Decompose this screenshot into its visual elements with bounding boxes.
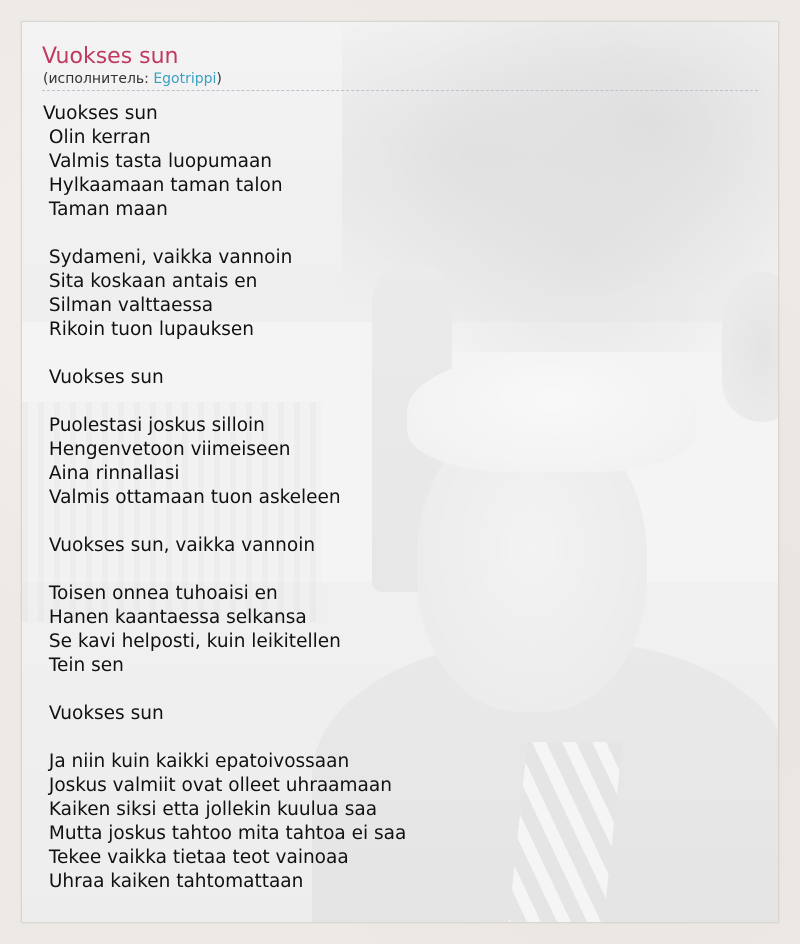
lyric-line: Valmis tasta luopumaan — [43, 151, 273, 172]
lyric-line: Vuokses sun — [43, 367, 164, 388]
lyric-line: Vuokses sun — [43, 703, 164, 724]
lyric-line — [43, 390, 743, 414]
lyric-line: Se kavi helposti, kuin leikitellen — [43, 631, 341, 652]
lyric-line: Vuokses sun — [43, 103, 158, 124]
lyric-line: Silman valttaessa — [43, 295, 214, 316]
lyrics-card — [21, 21, 779, 923]
lyric-line: Hylkaamaan taman talon — [43, 175, 283, 196]
lyric-line: Vuokses sun, vaikka vannoin — [43, 535, 316, 556]
lyric-line: Kaiken siksi etta jollekin kuulua saa — [43, 799, 378, 820]
artist-byline — [43, 71, 222, 87]
lyric-line — [43, 222, 743, 246]
dashed-divider — [42, 90, 758, 91]
lyric-line — [43, 558, 743, 582]
byline-suffix: ) — [216, 71, 222, 87]
song-title: Vuokses sun — [42, 44, 179, 69]
lyric-line: Rikoin tuon lupauksen — [43, 319, 255, 340]
lyric-line — [43, 726, 743, 750]
lyric-line: Tein sen — [43, 655, 124, 676]
lyric-line — [43, 342, 743, 366]
lyric-line: Sydameni, vaikka vannoin — [43, 247, 293, 268]
lyric-line: Sita koskaan antais en — [43, 271, 258, 292]
lyric-line: Valmis ottamaan tuon askeleen — [43, 487, 341, 508]
byline-prefix: (исполнитель: — [43, 71, 154, 87]
lyric-line: Toisen onnea tuhoaisi en — [43, 583, 278, 604]
lyric-line: Olin kerran — [43, 127, 151, 148]
lyric-line: Mutta joskus tahtoo mita tahtoa ei saa — [43, 823, 407, 844]
lyrics-text — [43, 102, 743, 894]
lyric-line — [43, 678, 743, 702]
lyric-line: Uhraa kaiken tahtomattaan — [43, 871, 304, 892]
lyric-line: Hanen kaantaessa selkansa — [43, 607, 307, 628]
lyric-line: Hengenvetoon viimeiseen — [43, 439, 291, 460]
lyric-line: Ja niin kuin kaikki epatoivossaan — [43, 751, 350, 772]
lyric-line: Puolestasi joskus silloin — [43, 415, 265, 436]
artist-link[interactable]: Egotrippi — [153, 71, 217, 87]
lyric-line: Aina rinnallasi — [43, 463, 180, 484]
lyric-line: Tekee vaikka tietaa teot vainoaa — [43, 847, 349, 868]
lyric-line: Joskus valmiit ovat olleet uhraamaan — [43, 775, 392, 796]
lyrics-content — [22, 22, 778, 922]
lyric-line: Taman maan — [43, 199, 168, 220]
lyric-line — [43, 510, 743, 534]
